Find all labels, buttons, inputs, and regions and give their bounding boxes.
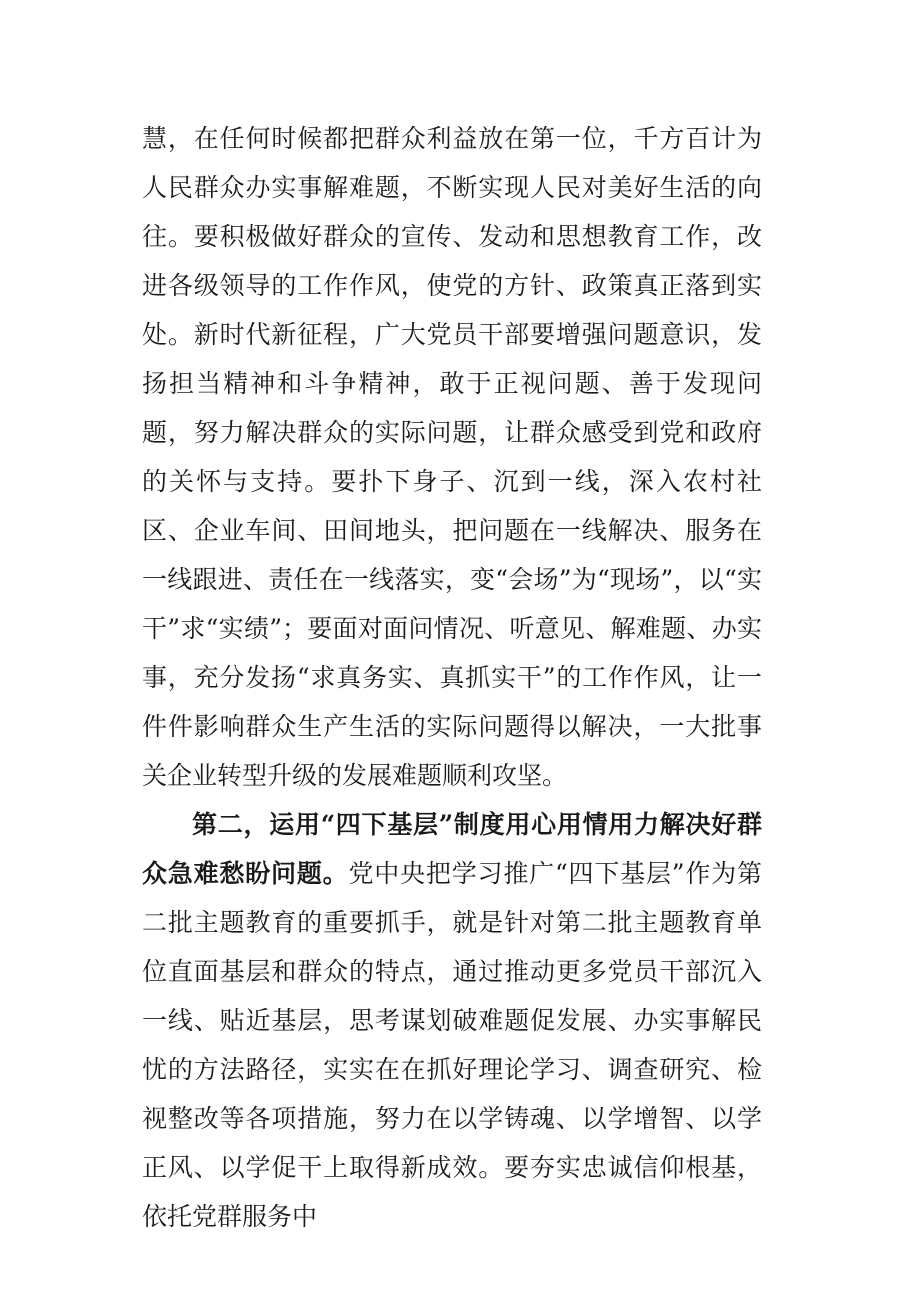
paragraph-heading: 第二，运用“四下基层”制度用心用情用力解决好群众急难愁盼问题。 bbox=[142, 810, 762, 888]
paragraph-text: 党中央把学习推广“四下基层”作为第二批主题教育的重要抓手，就是针对第二批主题教育单位直面基层和群众的特点，通过推动更多党员干部沉入一线、贴近基层，思考谋划破难题促发展、办实事解民忧的方法路径，实实在在抓好理论学习、调查研究、检视整改等各项措施，努力在以学铸魂、以学增智、以学正风、以学促干上取得新成效。要夯实忠诚信仰根基，依托党群服务中 bbox=[142, 859, 762, 1231]
body-text bbox=[142, 114, 762, 1241]
paragraph-text: 慧，在任何时候都把群众利益放在第一位，千方百计为人民群众办实事解难题，不断实现人民对美好生活的向往。要积极做好群众的宣传、发动和思想教育工作，改进各级领导的工作作风，使党的方针、政策真正落到实处。新时代新征程，广大党员干部要增强问题意识，发扬担当精神和斗争精神，敢于正视问题、善于发现问题，努力解决群众的实际问题，让群众感受到党和政府的关怀与支持。要扑下身子、沉到一线，深入农村社区、企业车间、田间地头，把问题在一线解决、服务在一线跟进、责任在一线落实，变“会场”为“现场”，以“实干”求“实绩”；要面对面问情况、听意见、解难题、办实事，充分发扬“求真务实、真抓实干”的工作作风，让一件件影响群众生产生活的实际问题得以解决，一大批事关企业转型升级的发展难题顺利攻坚。 bbox=[142, 124, 762, 790]
paragraph-continuation bbox=[142, 114, 762, 800]
paragraph-second-point bbox=[142, 800, 762, 1241]
